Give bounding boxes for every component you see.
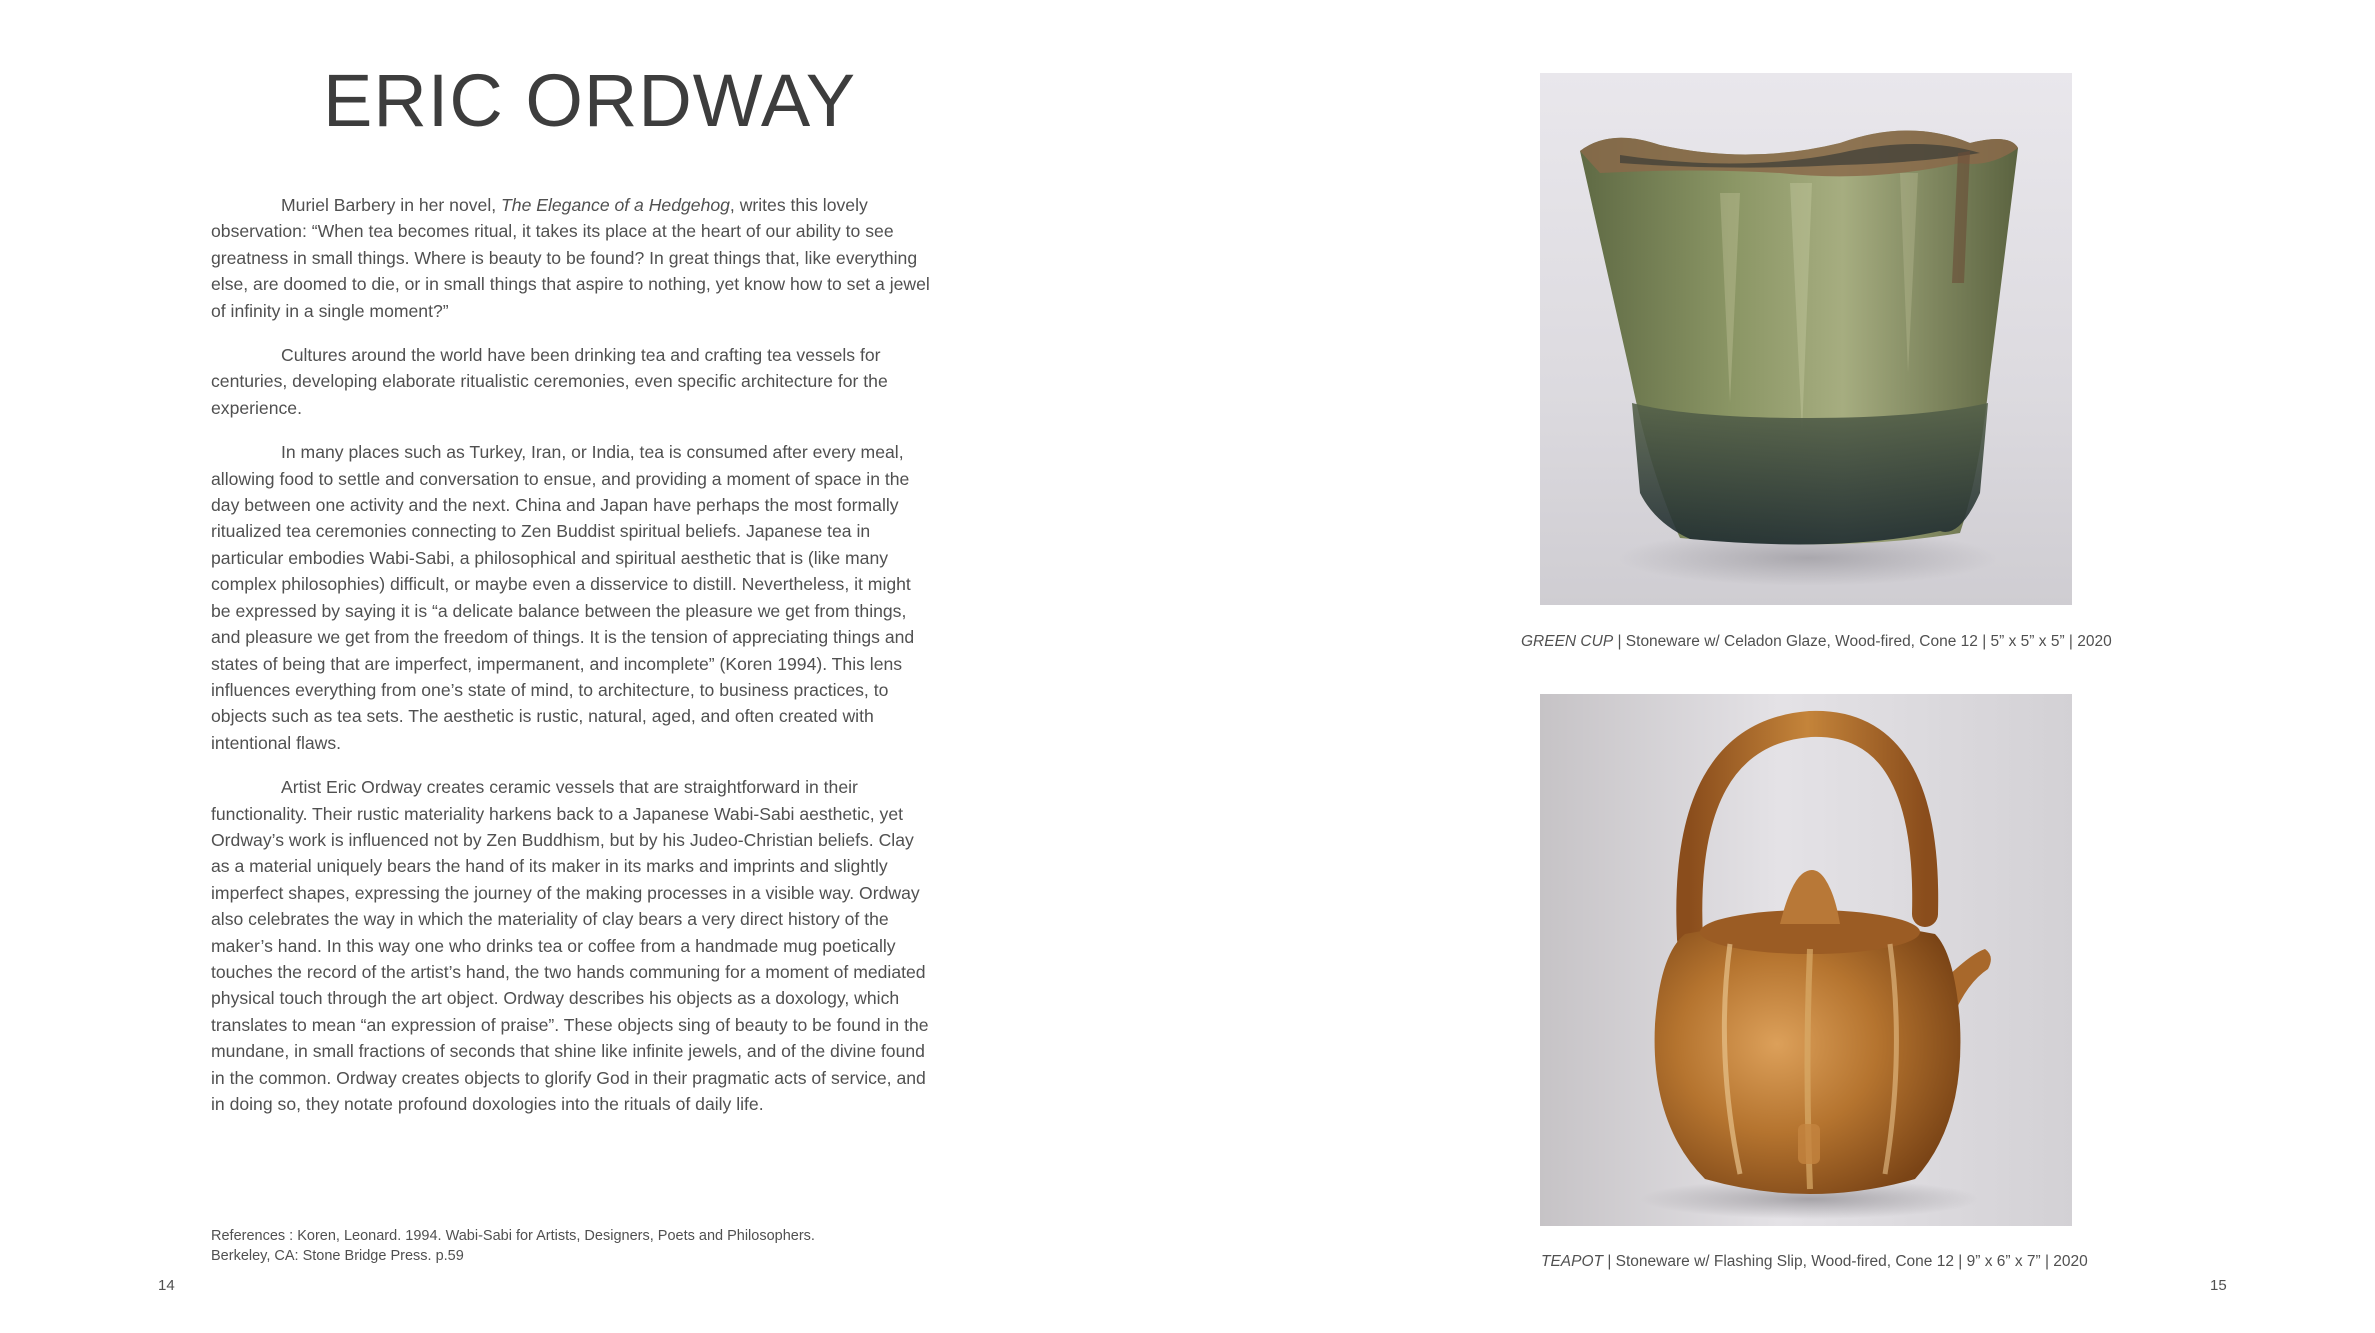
- green-cup-caption: [1521, 633, 2112, 651]
- page-number-right: 15: [2210, 1277, 2227, 1294]
- essay-paragraph-3: In many places such as Turkey, Iran, or India, tea is consumed after every meal, allowing food to settle and conversation to ensue, and providing a moment of space in the day between one activity and the next. China and Japan have perhaps the most formally ritualized tea ceremonies connecting to Zen Buddist spiritual beliefs. Japanese tea in particular embodies Wabi-Sabi, a philosophical and spiritual aesthetic that is (like many complex philosophies) difficult, or maybe even a disservice to distill. Nevertheless, it might be expressed by saying it is “a delicate balance between the pleasure we get from things, and pleasure we get from the freedom of things. It is the tension of appreciating things and states of being that are imperfect, impermanent, and incomplete” (Koren 1994). This lens influences everything from one’s state of mind, to architecture, to business practices, to objects such as tea sets. The aesthetic is rustic, natural, aged, and often created with intentional flaws.: [211, 442, 915, 753]
- paragraph-lead: Muriel Barbery in her novel,: [281, 195, 502, 215]
- artwork-details: | Stoneware w/ Celadon Glaze, Wood-fired, Cone 12 | 5” x 5” x 5” | 2020: [1613, 633, 2112, 650]
- essay-body: [211, 192, 931, 1135]
- references-line-2: Berkeley, CA: Stone Bridge Press. p.59: [211, 1248, 464, 1264]
- page-title: ERIC ORDWAY: [323, 59, 857, 142]
- artwork-title: TEAPOT: [1541, 1253, 1604, 1270]
- teapot-knob: [1780, 870, 1840, 924]
- references: [211, 1226, 931, 1266]
- teapot-photo: [1540, 694, 2072, 1226]
- green-cup-illustration: [1540, 73, 2072, 605]
- essay-paragraph-1: [211, 192, 931, 324]
- paragraph-rest: , writes this lovely observation: “When tea becomes ritual, it takes its place at the heart of our ability to see greatness in small things. Where is beauty to be found? In great things that, like everything else, are doomed to die, or in small things that aspire to nothing, yet know how to set a jewel of infinity in a single moment?”: [211, 195, 930, 321]
- references-line-1: References : Koren, Leonard. 1994. Wabi-Sabi for Artists, Designers, Poets and Philosophers.: [211, 1228, 815, 1244]
- green-cup-photo: [1540, 73, 2072, 605]
- teapot-illustration: [1540, 694, 2072, 1226]
- artwork-details: | Stoneware w/ Flashing Slip, Wood-fired, Cone 12 | 9” x 6” x 7” | 2020: [1603, 1253, 2088, 1270]
- teapot-caption: [1541, 1253, 2088, 1271]
- essay-paragraph-4: Artist Eric Ordway creates ceramic vessels that are straightforward in their functionality. Their rustic materiality harkens back to a Japanese Wabi-Sabi aesthetic, yet Ordway’s work is influenced not by Zen Buddhism, but by his Judeo-Christian beliefs. Clay as a material uniquely bears the hand of its maker in its marks and imprints and slightly imperfect shapes, expressing the journey of the making processes in a visible way. Ordway also celebrates the way in which the materiality of clay bears a very direct history of the maker’s hand. In this way one who drinks tea or coffee from a handmade mug poetically touches the record of the artist’s hand, the two hands communing for a moment of mediated physical touch through the art object. Ordway describes his objects as a doxology, which translates to mean “an expression of praise”. These objects sing of beauty to be found in the mundane, in small fractions of seconds that shine like infinite jewels, and of the divine found in the common. Ordway creates objects to glorify God in their pragmatic acts of service, and in doing so, they notate profound doxologies into the rituals of daily life.: [211, 777, 929, 1114]
- artwork-title: GREEN CUP: [1521, 633, 1614, 650]
- book-title: The Elegance of a Hedgehog: [501, 195, 730, 215]
- essay-paragraph-2: Cultures around the world have been drinking tea and crafting tea vessels for centuries, developing elaborate ritualistic ceremonies, even specific architecture for the experience.: [211, 345, 888, 418]
- cup-base: [1632, 403, 1988, 544]
- page-number-left: 14: [158, 1277, 175, 1294]
